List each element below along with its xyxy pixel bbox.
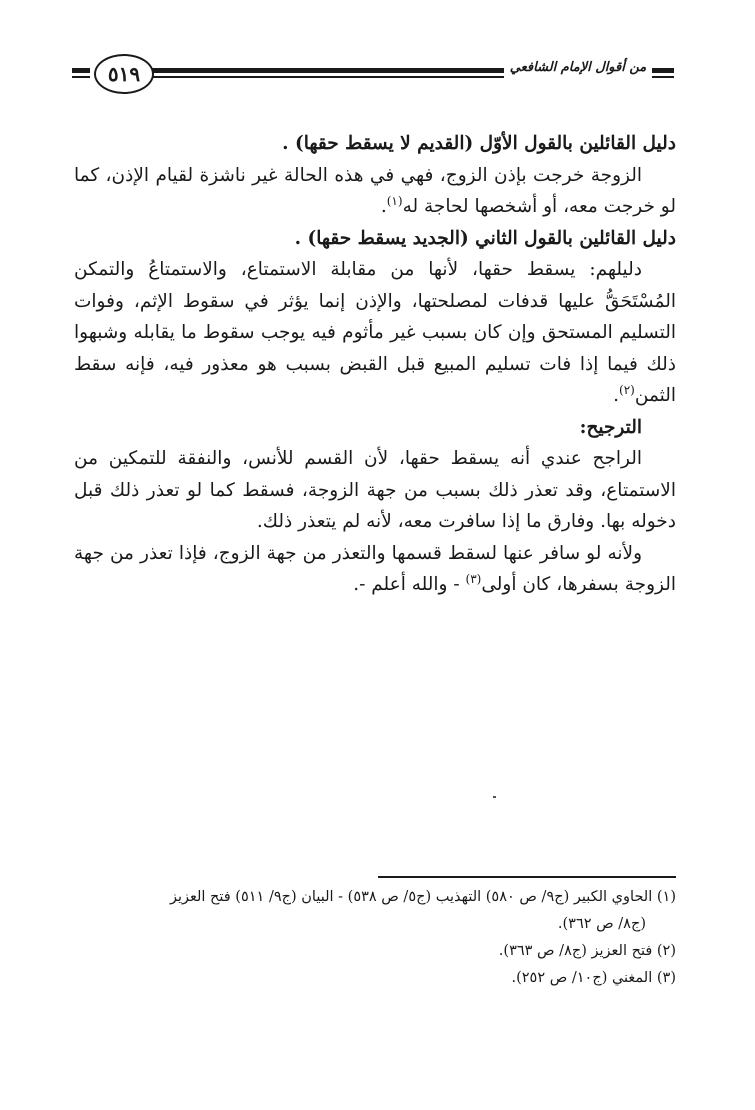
paragraph-end: .	[613, 385, 620, 406]
running-title: من أقوال الإمام الشافعي	[509, 60, 647, 75]
paragraph-text: الزوجة خرجت بإذن الزوج، فهي في هذه الحالة غير ناشزة لقيام الإذن، كما لو خرجت معه، أو أشخصها لحاجة له	[74, 164, 676, 217]
footnote-ref[interactable]: (٢)	[619, 382, 635, 397]
footnote-1-continued: (ج٨/ ص ٣٦٢).	[557, 916, 646, 932]
paragraph	[74, 160, 676, 223]
section-heading: دليل القائلين بالقول الثاني (الجديد يسقط حقها) .	[294, 227, 676, 249]
print-speck	[493, 796, 496, 798]
page-number: ٥١٩	[94, 54, 154, 94]
paragraph: الراجح عندي أنه يسقط حقها، لأن القسم للأنس، والنفقة للتمكين من الاستمتاع، وقد تعذر ذلك بسبب من جهة الزوجة، فسقط كما لو تعذر ذلك قبل دخوله بها. وفارق ما إذا سافرت معه، لأنه لم يتعذر ذلك.	[74, 448, 676, 532]
footnotes	[74, 884, 676, 992]
paragraph-end: - والله أعلم -.	[353, 574, 466, 595]
header-rule	[152, 68, 504, 73]
footnote-3: (٣) المغني (ج١٠/ ص ٢٥٢).	[511, 970, 676, 986]
section-heading: الترجيح:	[579, 416, 642, 438]
header-rule	[652, 68, 674, 73]
footnote-1: (١) الحاوي الكبير (ج٩/ ص ٥٨٠) التهذيب (ج٥/ ص ٥٣٨) - البيان (ج٩/ ٥١١) فتح العزيز	[169, 889, 676, 905]
footnote-separator	[378, 876, 676, 878]
paragraph	[74, 254, 676, 412]
footnote-ref[interactable]: (١)	[386, 193, 403, 208]
footnote-ref[interactable]: (٣)	[465, 571, 482, 586]
paragraph	[74, 538, 676, 601]
page-header	[72, 50, 674, 102]
header-rule	[72, 68, 90, 73]
paragraph-text: ولأنه لو سافر عنها لسقط قسمها والتعذر من جهة الزوج، فإذا تعذر من جهة الزوجة بسفرها، كان أولى	[74, 542, 676, 595]
header-rule-thin	[652, 76, 674, 78]
paragraph-text: دليلهم: يسقط حقها، لأنها من مقابلة الاستمتاع، والاستمتاعُ والتمكن المُسْتَحَقُّ عليها قدفات لمصلحتها، والإذن إنما يؤثر في سقوط الإثم، وفوات التسليم المستحق وإن كان بسبب غير مأثوم فيه يوجب سقوط ما يقابله وشبهوا ذلك فيما إذا فات تسليم المبيع قبل القبض بسبب هو معذور فيه، فإنه سقط الثمن	[74, 259, 676, 406]
paragraph-end: .	[380, 196, 387, 217]
header-rule-thin	[152, 76, 504, 78]
footnote-2: (٢) فتح العزيز (ج٨/ ص ٣٦٣).	[498, 943, 676, 959]
section-heading: دليل القائلين بالقول الأوّل (القديم لا يسقط حقها) .	[282, 133, 676, 154]
header-rule-thin	[72, 76, 90, 78]
main-text	[74, 128, 676, 601]
